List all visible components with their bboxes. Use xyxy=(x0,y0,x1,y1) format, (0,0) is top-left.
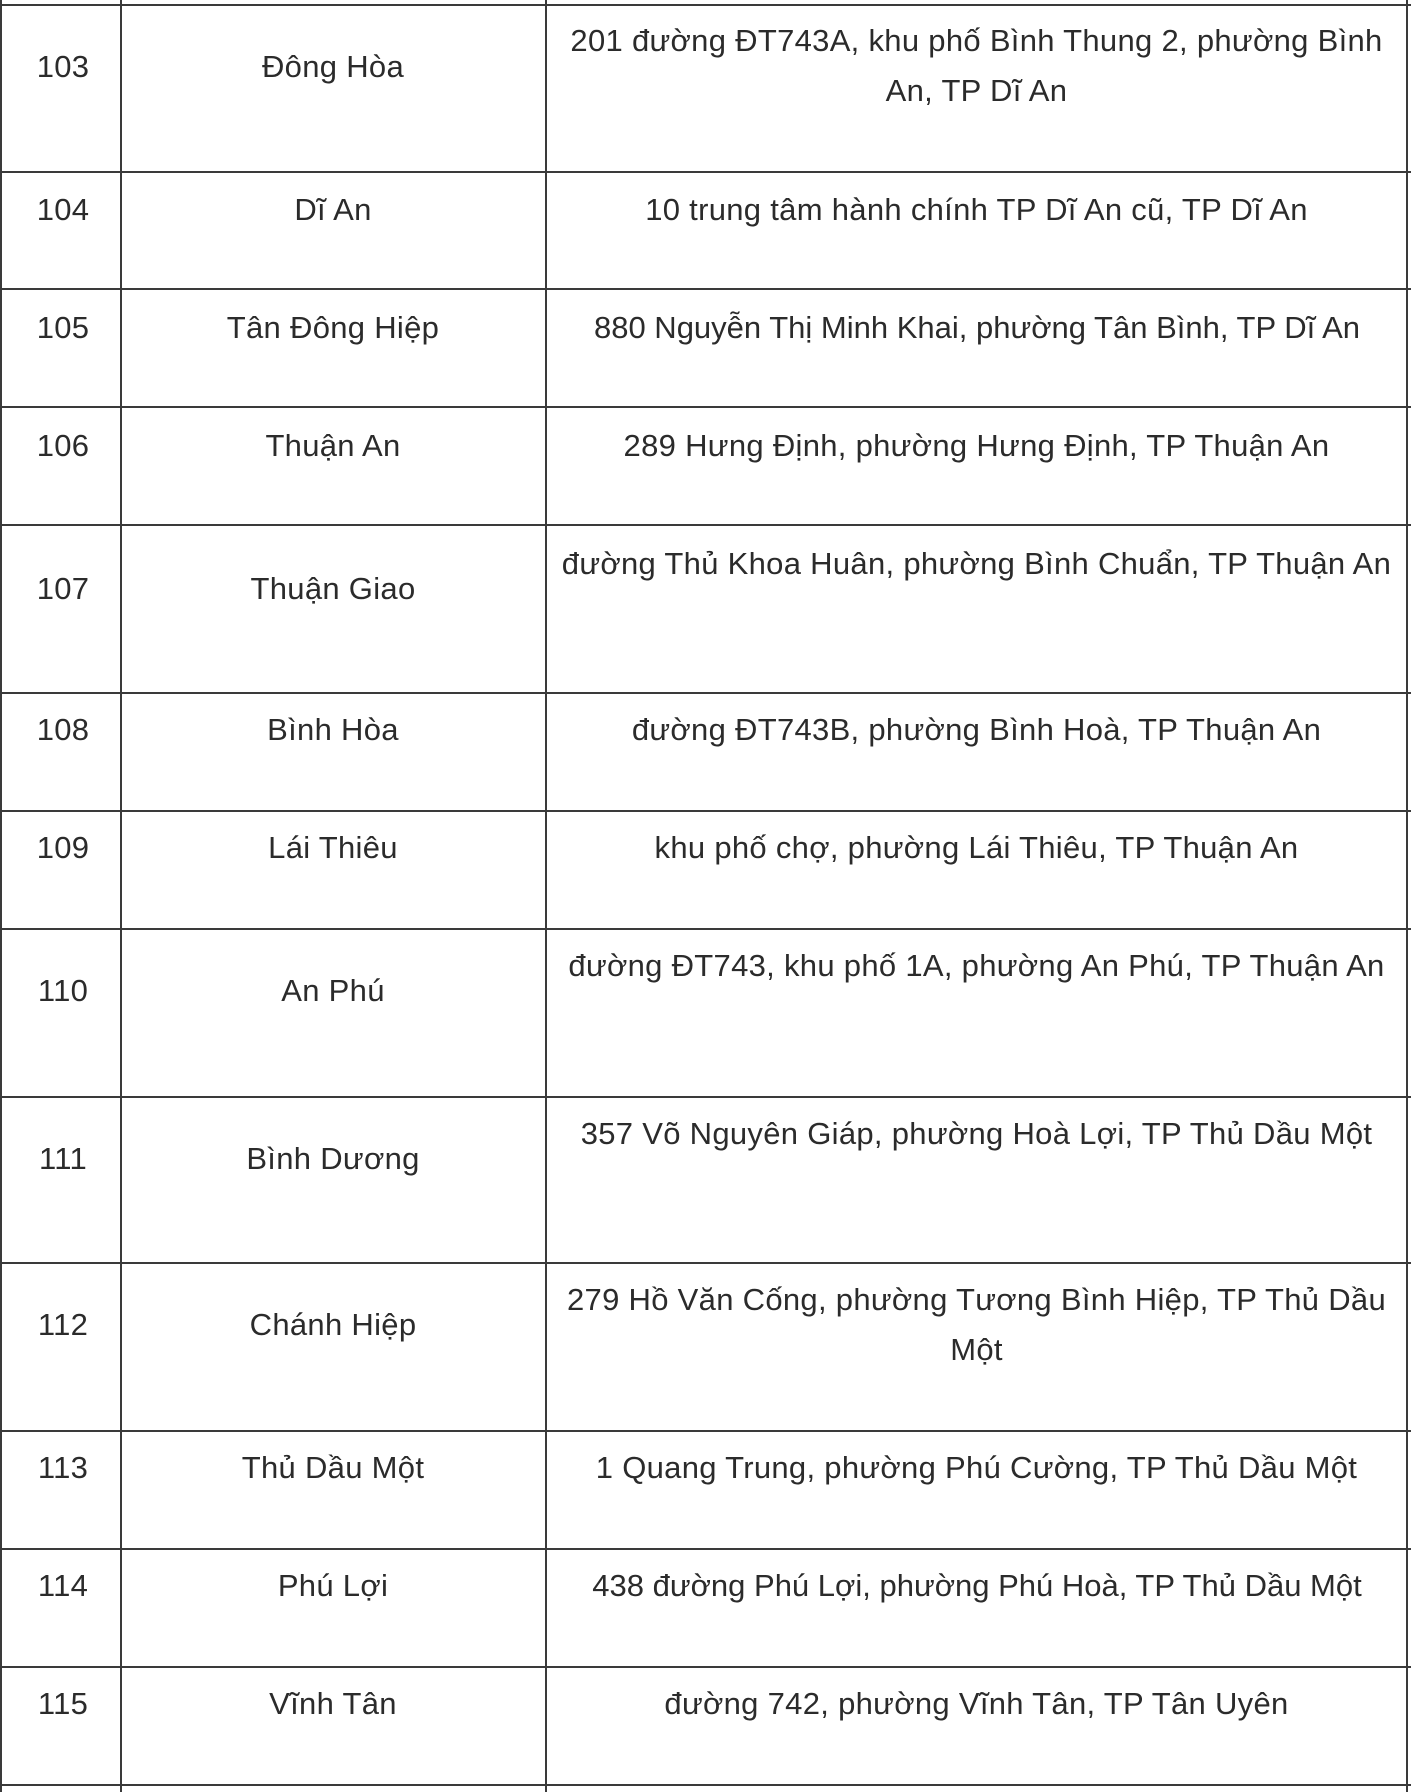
row-divider xyxy=(0,810,1411,812)
row-number: 105 xyxy=(36,310,90,345)
row-number: 107 xyxy=(36,571,90,606)
row-divider xyxy=(0,1548,1411,1550)
row-number: 106 xyxy=(36,428,90,463)
ward-address: đường ĐT743B, phường Bình Hoà, TP Thuận An xyxy=(631,712,1322,747)
column-divider xyxy=(545,0,547,1792)
row-divider xyxy=(0,1262,1411,1264)
ward-name: Thuận Giao xyxy=(250,571,416,606)
ward-address: 880 Nguyễn Thị Minh Khai, phường Tân Bình, TP Dĩ An xyxy=(593,310,1361,345)
row-number: 112 xyxy=(37,1307,89,1342)
row-divider xyxy=(0,1430,1411,1432)
row-number: 109 xyxy=(36,830,90,865)
ward-name: Bình Dương xyxy=(246,1141,420,1176)
row-number: 111 xyxy=(38,1141,88,1176)
row-number: 104 xyxy=(36,192,90,227)
row-number: 113 xyxy=(37,1450,89,1485)
column-divider xyxy=(0,0,2,1792)
ward-name: An Phú xyxy=(281,973,385,1008)
ward-name: Tân Đông Hiệp xyxy=(226,310,440,345)
row-divider xyxy=(0,524,1411,526)
row-divider xyxy=(0,928,1411,930)
row-number: 108 xyxy=(36,712,90,747)
row-divider xyxy=(0,1666,1411,1668)
ward-name: Bình Hòa xyxy=(267,712,399,747)
row-number: 103 xyxy=(36,49,90,84)
column-divider xyxy=(120,0,122,1792)
ward-name: Dĩ An xyxy=(294,192,372,227)
ward-name: Thuận An xyxy=(265,428,401,463)
ward-name: Chánh Hiệp xyxy=(249,1307,417,1342)
row-divider xyxy=(0,1784,1411,1786)
ward-address: 438 đường Phú Lợi, phường Phú Hoà, TP Thủ Dầu Một xyxy=(592,1568,1362,1603)
ward-address: đường 742, phường Vĩnh Tân, TP Tân Uyên xyxy=(664,1686,1289,1721)
ward-address: 289 Hưng Định, phường Hưng Định, TP Thuận An xyxy=(623,428,1330,463)
column-divider xyxy=(1406,0,1408,1792)
ward-address: đường ĐT743, khu phố 1A, phường An Phú, TP Thuận An xyxy=(568,948,1385,983)
row-divider xyxy=(0,1096,1411,1098)
ward-address: 10 trung tâm hành chính TP Dĩ An cũ, TP Dĩ An xyxy=(645,192,1308,227)
row-divider xyxy=(0,692,1411,694)
ward-name: Phú Lợi xyxy=(277,1568,389,1603)
ward-name: Vĩnh Tân xyxy=(269,1686,397,1721)
ward-address: đường Thủ Khoa Huân, phường Bình Chuẩn, TP Thuận An xyxy=(561,546,1392,581)
row-divider xyxy=(0,171,1411,173)
ward-name: Thủ Dầu Một xyxy=(241,1450,425,1485)
ward-address: 1 Quang Trung, phường Phú Cường, TP Thủ Dầu Một xyxy=(595,1450,1358,1485)
ward-address: 279 Hồ Văn Cống, phường Tương Bình Hiệp, TP Thủ Dầu Một xyxy=(567,1282,1386,1367)
row-divider xyxy=(0,4,1411,6)
ward-address: 357 Võ Nguyên Giáp, phường Hoà Lợi, TP Thủ Dầu Một xyxy=(580,1116,1373,1151)
row-number: 114 xyxy=(37,1568,89,1603)
ward-name: Đông Hòa xyxy=(262,49,404,84)
ward-name: Lái Thiêu xyxy=(268,830,398,865)
row-number: 110 xyxy=(37,973,89,1008)
ward-address: 201 đường ĐT743A, khu phố Bình Thung 2, phường Bình An, TP Dĩ An xyxy=(570,23,1383,108)
row-divider xyxy=(0,288,1411,290)
ward-address: khu phố chợ, phường Lái Thiêu, TP Thuận An xyxy=(654,830,1299,865)
row-number: 115 xyxy=(37,1686,89,1721)
row-divider xyxy=(0,406,1411,408)
